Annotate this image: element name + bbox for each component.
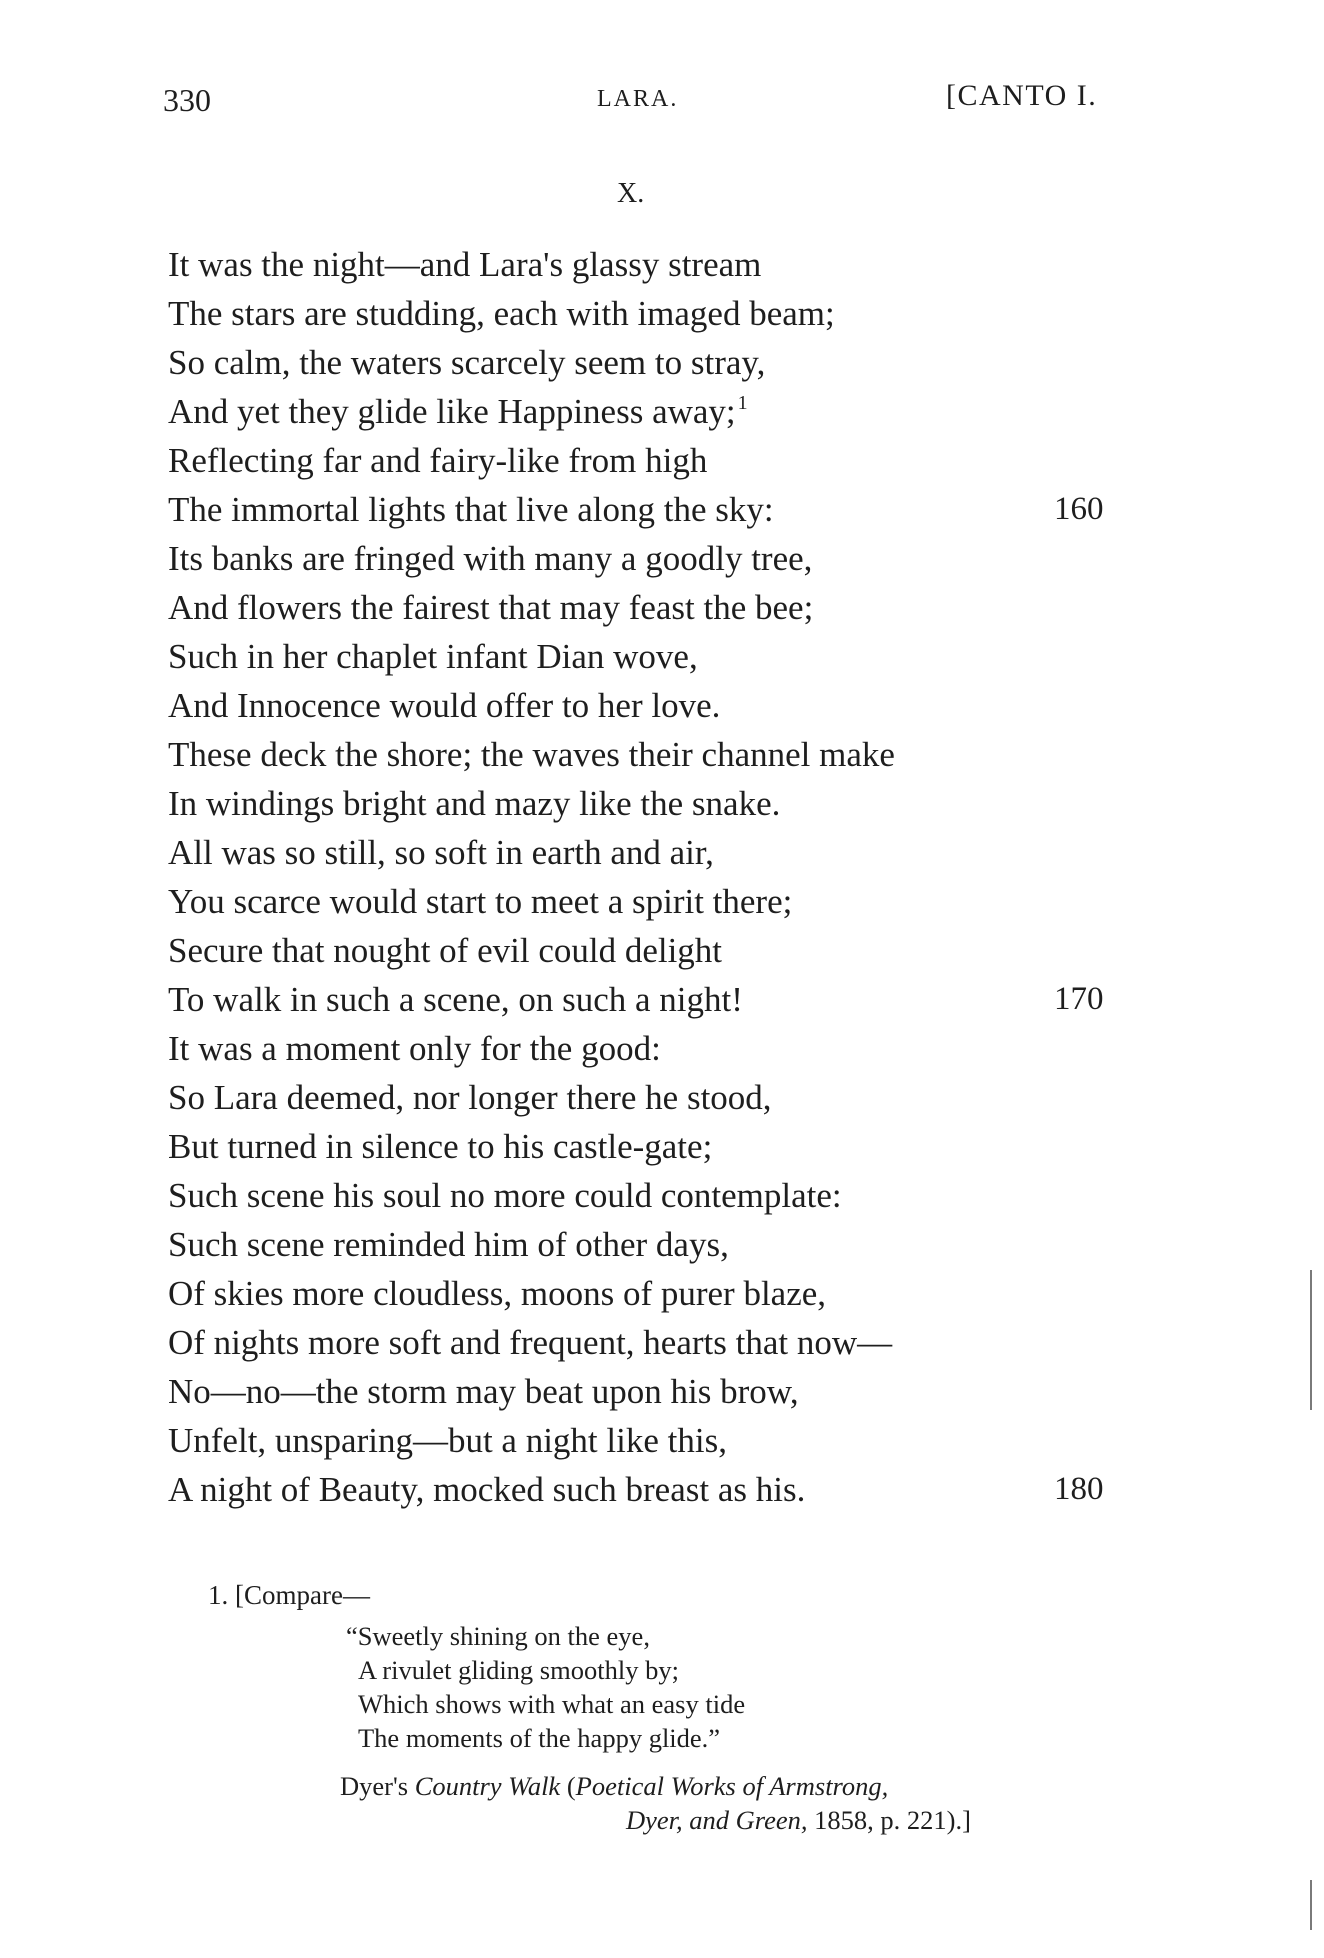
poem-line bbox=[168, 828, 1128, 877]
poem-line bbox=[168, 289, 1128, 338]
citation-author: Dyer's bbox=[340, 1771, 409, 1801]
citation-green: Green, bbox=[735, 1805, 808, 1835]
poem-line bbox=[168, 1122, 1128, 1171]
poem-stanza bbox=[168, 240, 1128, 1514]
poem-line-text: The stars are studding, each with imaged beam; bbox=[168, 294, 835, 333]
poem-line bbox=[168, 1367, 1128, 1416]
poem-line bbox=[168, 975, 1128, 1024]
poem-line-text: In windings bright and mazy like the snake. bbox=[168, 784, 781, 823]
poem-line bbox=[168, 730, 1128, 779]
poem-line-text: Such in her chaplet infant Dian wove, bbox=[168, 637, 698, 676]
poem-line-text: Such scene reminded him of other days, bbox=[168, 1225, 729, 1264]
section-number: X. bbox=[617, 178, 645, 209]
poem-line-text: Secure that nought of evil could delight bbox=[168, 931, 723, 970]
quote-line: Which shows with what an easy tide bbox=[358, 1689, 746, 1719]
poem-line bbox=[168, 1073, 1128, 1122]
poem-line-text: Its banks are fringed with many a goodly tree, bbox=[168, 539, 813, 578]
citation-line-1 bbox=[340, 1769, 1180, 1803]
scan-edge-mark bbox=[1310, 1880, 1312, 1930]
footnote-reference: 1 bbox=[737, 392, 748, 414]
poem-line bbox=[168, 1318, 1128, 1367]
poem-line-text: These deck the shore; the waves their channel make bbox=[168, 735, 895, 774]
poem-line-text: And yet they glide like Happiness away; bbox=[168, 392, 736, 431]
poem-line bbox=[168, 240, 1128, 289]
page-number: 330 bbox=[163, 82, 211, 118]
poem-line bbox=[168, 338, 1128, 387]
poem-line-text: You scarce would start to meet a spirit there; bbox=[168, 882, 793, 921]
quote-line: A rivulet gliding smoothly by; bbox=[358, 1655, 679, 1685]
poem-line-text: Of nights more soft and frequent, hearts that now— bbox=[168, 1323, 893, 1362]
poem-line-text: A night of Beauty, mocked such breast as his. bbox=[168, 1470, 806, 1509]
citation-year-page: 1858, p. 221).] bbox=[814, 1805, 971, 1835]
poem-line-text: And Innocence would offer to her love. bbox=[168, 686, 721, 725]
poem-line-text: It was a moment only for the good: bbox=[168, 1029, 661, 1068]
footnote-intro: [Compare— bbox=[235, 1580, 370, 1610]
citation-and: and bbox=[689, 1805, 730, 1835]
poem-line-text: So calm, the waters scarcely seem to stray, bbox=[168, 343, 766, 382]
page-header bbox=[0, 68, 1324, 118]
poem-line bbox=[168, 485, 1128, 534]
citation-line-2 bbox=[340, 1803, 1180, 1837]
citation-collection-title: Poetical Works of Armstrong, bbox=[575, 1771, 889, 1801]
poem-line bbox=[168, 1220, 1128, 1269]
poem-line bbox=[168, 534, 1128, 583]
scan-edge-mark bbox=[1310, 1270, 1312, 1410]
line-number: 180 bbox=[1054, 1471, 1104, 1507]
poem-line-text: So Lara deemed, nor longer there he stood, bbox=[168, 1078, 772, 1117]
poem-line bbox=[168, 1024, 1128, 1073]
poem-line-text: And flowers the fairest that may feast the bee; bbox=[168, 588, 814, 627]
poem-line bbox=[168, 436, 1128, 485]
poem-line bbox=[168, 681, 1128, 730]
quote-line: The moments of the happy glide.” bbox=[358, 1723, 721, 1753]
footnote-citation bbox=[340, 1769, 1180, 1837]
citation-work-title: Country Walk bbox=[414, 1771, 561, 1801]
citation-collection-title-2: Dyer, bbox=[626, 1805, 683, 1835]
poem-line bbox=[168, 926, 1128, 975]
footnote-quote bbox=[346, 1619, 746, 1755]
footnote-head bbox=[208, 1577, 1158, 1613]
poem-line bbox=[168, 1269, 1128, 1318]
quote-line: “Sweetly shining on the eye, bbox=[346, 1621, 650, 1651]
line-number: 160 bbox=[1054, 491, 1104, 527]
poem-line-text: Unfelt, unsparing—but a night like this, bbox=[168, 1421, 727, 1460]
citation-open-paren: ( bbox=[566, 1771, 576, 1801]
poem-line bbox=[168, 583, 1128, 632]
poem-line-text: All was so still, so soft in earth and air, bbox=[168, 833, 714, 872]
poem-line-text: Of skies more cloudless, moons of purer blaze, bbox=[168, 1274, 827, 1313]
line-number: 170 bbox=[1054, 981, 1104, 1017]
poem-line bbox=[168, 1416, 1128, 1465]
poem-line-text: The immortal lights that live along the sky: bbox=[168, 490, 774, 529]
poem-line bbox=[168, 877, 1128, 926]
poem-line-text: No—no—the storm may beat upon his brow, bbox=[168, 1372, 799, 1411]
poem-line-text: Such scene his soul no more could contemplate: bbox=[168, 1176, 842, 1215]
poem-line-text: Reflecting far and fairy-like from high bbox=[168, 441, 708, 480]
poem-line bbox=[168, 387, 1128, 436]
poem-line bbox=[168, 632, 1128, 681]
poem-line bbox=[168, 1465, 1128, 1514]
footnote bbox=[208, 1577, 1158, 1835]
running-title: LARA. bbox=[597, 86, 679, 112]
poem-line-text: But turned in silence to his castle-gate; bbox=[168, 1127, 713, 1166]
poem-line bbox=[168, 779, 1128, 828]
canto-label: [CANTO I. bbox=[946, 79, 1098, 112]
poem-line bbox=[168, 1171, 1128, 1220]
poem-line-text: It was the night—and Lara's glassy stream bbox=[168, 245, 762, 284]
footnote-marker: 1. bbox=[208, 1580, 229, 1610]
poem-line-text: To walk in such a scene, on such a night! bbox=[168, 980, 743, 1019]
